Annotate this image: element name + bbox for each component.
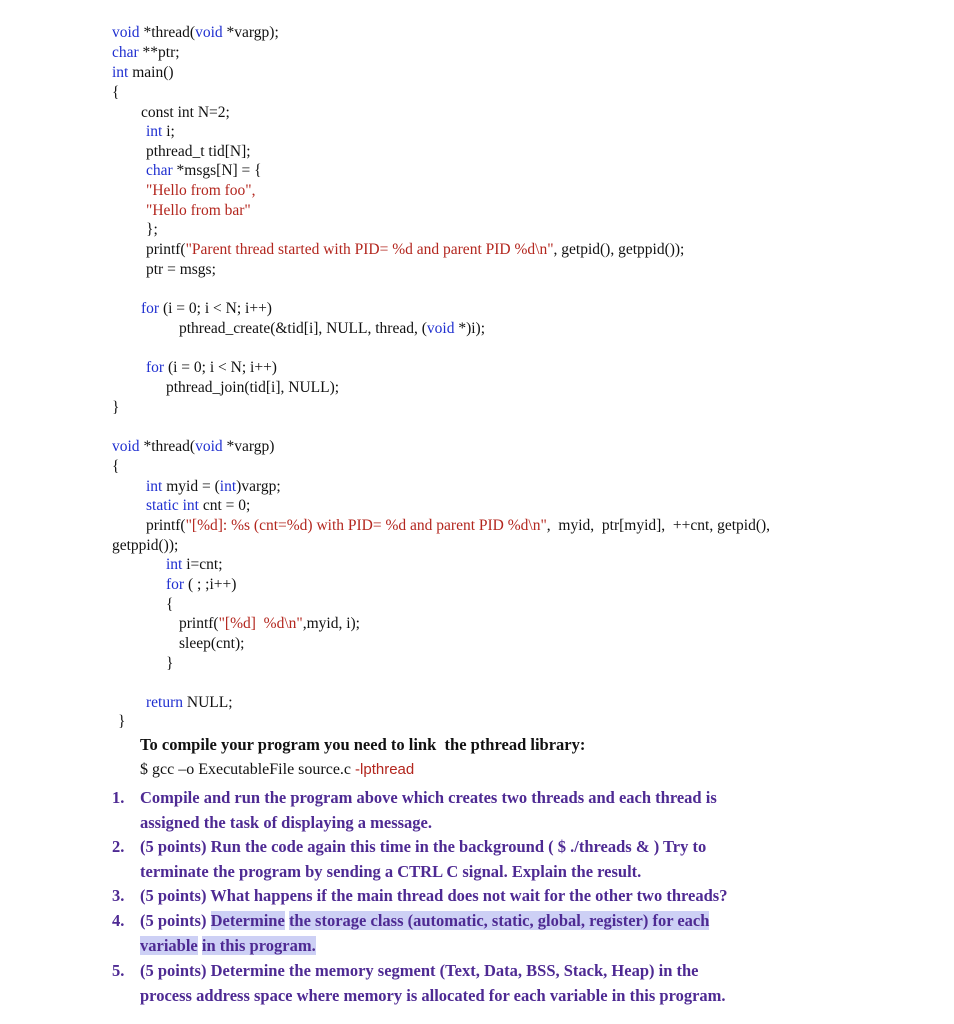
keyword: int xyxy=(219,478,237,495)
code-line xyxy=(146,122,175,142)
code-line xyxy=(146,240,684,260)
code-line xyxy=(146,693,233,713)
code-text: ( ; ;i++) xyxy=(184,576,237,593)
question-number: 2. xyxy=(112,837,125,856)
code-text: *vargp) xyxy=(222,438,275,455)
code-line: sleep(cnt); xyxy=(179,635,245,652)
code-line xyxy=(112,437,274,457)
keyword: int xyxy=(166,556,183,573)
command-text: $ gcc –o ExecutableFile source.c xyxy=(140,761,356,778)
code-line xyxy=(146,477,281,497)
code-line xyxy=(141,299,272,319)
question-3 xyxy=(140,884,840,909)
keyword: char xyxy=(146,162,173,179)
code-line xyxy=(166,575,236,595)
compile-command xyxy=(140,759,414,781)
keyword: char xyxy=(112,44,139,61)
question-2 xyxy=(140,835,840,884)
keyword: static int xyxy=(146,497,199,514)
question-text: assigned the task of displaying a message. xyxy=(140,812,432,832)
code-text: ,myid, i); xyxy=(302,615,360,632)
code-line xyxy=(146,358,277,378)
keyword: for xyxy=(141,300,160,317)
question-number: 1. xyxy=(112,788,125,807)
question-5 xyxy=(140,959,840,1008)
question-1 xyxy=(140,786,840,835)
code-text: **ptr; xyxy=(138,44,180,61)
code-line: { xyxy=(112,84,120,101)
question-text: (5 points) Run the code again this time in the background ( $ ./threads & ) Try to xyxy=(140,837,707,856)
question-text xyxy=(140,934,840,959)
code-text: (i = 0; i < N; i++) xyxy=(159,300,272,317)
code-text: main() xyxy=(128,64,174,81)
code-text: *thread( xyxy=(139,438,196,455)
code-text: )vargp; xyxy=(236,478,281,495)
highlighted-text: variable xyxy=(140,935,198,955)
keyword: int xyxy=(146,478,163,495)
code-text: *)i); xyxy=(454,320,486,337)
code-line: ptr = msgs; xyxy=(146,261,216,278)
string-literal: "Parent thread started with PID= %d and parent PID %d\n" xyxy=(185,241,554,258)
code-line xyxy=(146,161,262,181)
code-line: "Hello from foo", xyxy=(146,182,256,199)
question-text: (5 points) Determine the memory segment (Text, Data, BSS, Stack, Heap) in the xyxy=(140,961,699,980)
code-line: const int N=2; xyxy=(141,104,230,121)
code-text: printf( xyxy=(146,517,186,534)
code-line: getppid()); xyxy=(112,537,179,554)
code-line: }; xyxy=(146,221,158,238)
highlighted-text: in this program. xyxy=(201,935,316,955)
code-line xyxy=(146,496,250,516)
code-text: myid = ( xyxy=(162,478,220,495)
code-line: } xyxy=(166,655,174,672)
keyword: void xyxy=(426,320,455,337)
keyword: void xyxy=(112,438,140,455)
question-number: 3. xyxy=(112,886,125,905)
string-literal: "[%d] %d\n" xyxy=(218,615,303,632)
keyword: void xyxy=(195,438,223,455)
keyword: for xyxy=(146,359,165,376)
code-text: *vargp); xyxy=(222,24,279,41)
question-text: Compile and run the program above which creates two threads and each thread is xyxy=(140,788,717,807)
code-line: "Hello from bar" xyxy=(146,202,251,219)
code-text: cnt = 0; xyxy=(198,497,251,514)
code-text: NULL; xyxy=(183,694,233,711)
code-text: i; xyxy=(162,123,175,140)
highlighted-text: the storage class (automatic, static, global, register) for each xyxy=(288,911,710,930)
keyword: return xyxy=(146,694,184,711)
question-number: 4. xyxy=(112,911,125,930)
code-text: pthread_create(&tid[i], NULL, thread, ( xyxy=(179,320,427,337)
keyword: for xyxy=(166,576,185,593)
highlighted-text: Determine xyxy=(210,911,285,930)
question-text xyxy=(140,909,840,934)
code-text: i=cnt; xyxy=(182,556,223,573)
compile-heading: To compile your program you need to link the pthread library: xyxy=(140,735,586,754)
question-4 xyxy=(140,909,840,958)
question-prefix: (5 points) xyxy=(140,911,211,930)
code-line xyxy=(179,319,485,339)
code-line xyxy=(112,23,279,43)
code-line: { xyxy=(166,596,174,613)
keyword: int xyxy=(112,64,129,81)
code-text: *msgs[N] = { xyxy=(172,162,262,179)
code-line: pthread_join(tid[i], NULL); xyxy=(166,379,340,396)
code-line: } xyxy=(118,713,126,730)
question-text: process address space where memory is allocated for each variable in this program. xyxy=(140,985,726,1005)
string-literal: "[%d]: %s (cnt=%d) with PID= %d and parent PID %d\n" xyxy=(185,517,547,534)
code-line xyxy=(112,43,180,63)
question-text: terminate the program by sending a CTRL C signal. Explain the result. xyxy=(140,861,642,881)
keyword: void xyxy=(195,24,223,41)
question-number: 5. xyxy=(112,961,125,980)
question-text: (5 points) What happens if the main thread does not wait for the other two threads? xyxy=(140,886,728,905)
code-line xyxy=(146,516,770,536)
keyword: void xyxy=(112,24,140,41)
code-text: (i = 0; i < N; i++) xyxy=(164,359,277,376)
keyword: int xyxy=(146,123,163,140)
code-line xyxy=(179,614,360,634)
code-line xyxy=(112,63,174,83)
command-flag: -lpthread xyxy=(355,761,415,778)
code-text: printf( xyxy=(146,241,186,258)
code-text: *thread( xyxy=(139,24,196,41)
code-text: printf( xyxy=(179,615,219,632)
code-line: { xyxy=(112,458,120,475)
code-text: , getpid(), getppid()); xyxy=(553,241,685,258)
code-text: , myid, ptr[myid], ++cnt, getpid(), xyxy=(546,517,771,534)
code-line xyxy=(166,555,223,575)
code-line: pthread_t tid[N]; xyxy=(146,143,251,160)
code-line: } xyxy=(112,399,120,416)
